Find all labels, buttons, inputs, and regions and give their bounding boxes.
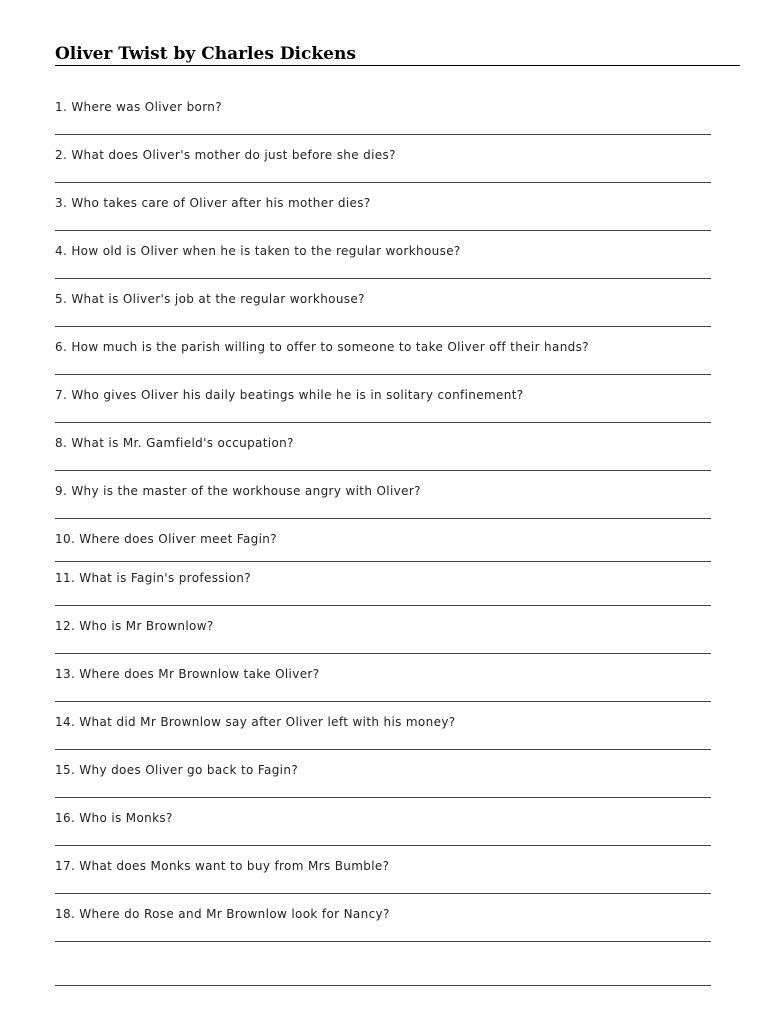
question-item [55, 195, 711, 243]
question-item [55, 762, 711, 810]
question-item [55, 99, 711, 147]
question-text: 8. What is Mr. Gamfield's occupation? [55, 436, 294, 450]
answer-line[interactable] [55, 797, 711, 798]
question-text: 13. Where does Mr Brownlow take Oliver? [55, 667, 320, 681]
question-text: 2. What does Oliver's mother do just before she dies? [55, 148, 396, 162]
question-item [55, 618, 711, 666]
answer-line[interactable] [55, 701, 711, 702]
answer-line[interactable] [55, 653, 711, 654]
question-item [55, 435, 711, 483]
question-item [55, 570, 711, 618]
answer-line[interactable] [55, 985, 711, 986]
question-item [55, 666, 711, 714]
question-text: 16. Who is Monks? [55, 811, 173, 825]
question-text: 7. Who gives Oliver his daily beatings while he is in solitary confinement? [55, 388, 524, 402]
question-item [55, 531, 711, 570]
answer-line[interactable] [55, 518, 711, 519]
question-item [55, 339, 711, 387]
question-item [55, 810, 711, 858]
question-item [55, 858, 711, 906]
question-item [55, 906, 711, 954]
question-text: 4. How old is Oliver when he is taken to the regular workhouse? [55, 244, 461, 258]
question-text: 17. What does Monks want to buy from Mrs Bumble? [55, 859, 390, 873]
question-text: 15. Why does Oliver go back to Fagin? [55, 763, 299, 777]
question-item [55, 291, 711, 339]
answer-line[interactable] [55, 605, 711, 606]
answer-line[interactable] [55, 134, 711, 135]
answer-line[interactable] [55, 278, 711, 279]
question-item [55, 147, 711, 195]
answer-line[interactable] [55, 326, 711, 327]
question-item [55, 387, 711, 435]
question-text: 18. Where do Rose and Mr Brownlow look for Nancy? [55, 907, 390, 921]
answer-line[interactable] [55, 182, 711, 183]
answer-line[interactable] [55, 845, 711, 846]
answer-line[interactable] [55, 470, 711, 471]
answer-line[interactable] [55, 941, 711, 942]
answer-line[interactable] [55, 374, 711, 375]
question-text: 10. Where does Oliver meet Fagin? [55, 532, 277, 546]
question-text: 6. How much is the parish willing to offer to someone to take Oliver off their hands? [55, 340, 589, 354]
question-text: 5. What is Oliver's job at the regular workhouse? [55, 292, 365, 306]
answer-line[interactable] [55, 893, 711, 894]
question-list [55, 99, 711, 1002]
question-text: 3. Who takes care of Oliver after his mother dies? [55, 196, 371, 210]
answer-line[interactable] [55, 230, 711, 231]
question-item [55, 243, 711, 291]
answer-line[interactable] [55, 422, 711, 423]
question-text: 14. What did Mr Brownlow say after Oliver left with his money? [55, 715, 456, 729]
question-text: 12. Who is Mr Brownlow? [55, 619, 214, 633]
answer-line[interactable] [55, 749, 711, 750]
extra-answer-space [55, 954, 711, 1002]
question-item [55, 714, 711, 762]
page-title: Oliver Twist by Charles Dickens [55, 43, 740, 66]
question-text: 11. What is Fagin's profession? [55, 571, 251, 585]
question-text: 9. Why is the master of the workhouse angry with Oliver? [55, 484, 421, 498]
question-text: 1. Where was Oliver born? [55, 100, 222, 114]
answer-line[interactable] [55, 561, 711, 562]
question-item [55, 483, 711, 531]
